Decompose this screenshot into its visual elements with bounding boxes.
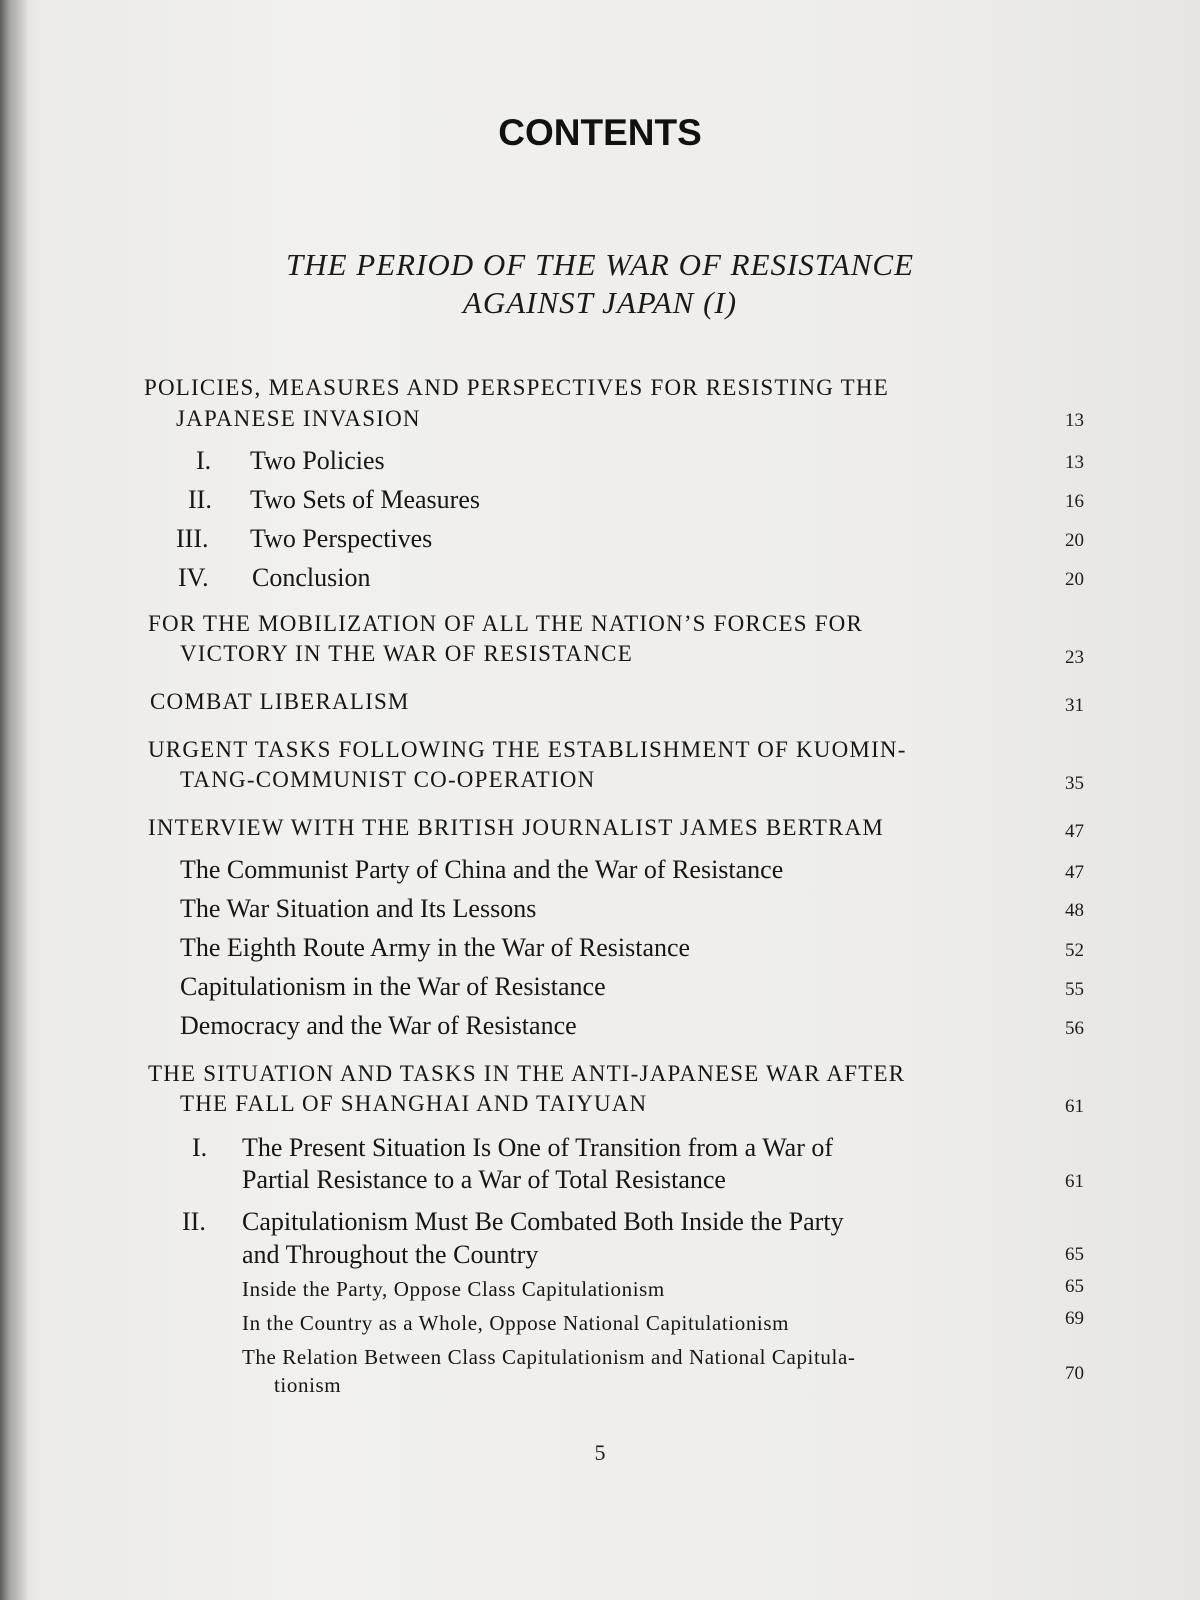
toc-item-page: 20	[1065, 569, 1084, 590]
toc-item-label: The War Situation and Its Lessons	[180, 894, 537, 923]
toc-item-page: 55	[1065, 979, 1084, 1000]
toc-item-page: 65	[1065, 1244, 1084, 1265]
section-title-line2: TANG-COMMUNIST CO-OPERATION	[180, 767, 596, 792]
toc-item-label: Two Policies	[250, 446, 385, 475]
section-title-line1: FOR THE MOBILIZATION OF ALL THE NATION’S FORCES FOR	[148, 611, 864, 636]
toc-item-page: 52	[1065, 940, 1084, 961]
toc-item-label-line2: and Throughout the Country	[242, 1240, 539, 1269]
toc-item-label: The Eighth Route Army in the War of Resistance	[180, 933, 691, 962]
toc-item-label: Two Sets of Measures	[250, 485, 480, 514]
toc-item-label: Conclusion	[252, 563, 371, 592]
toc-item-page: 16	[1065, 491, 1084, 512]
section-page-number: 61	[1065, 1096, 1084, 1117]
toc-item-label: Capitulationism in the War of Resistance	[180, 972, 606, 1001]
section-title-line1: THE SITUATION AND TASKS IN THE ANTI-JAPANESE WAR AFTER	[148, 1061, 906, 1086]
toc-subitem-label: Inside the Party, Oppose Class Capitulationism	[242, 1277, 665, 1301]
section-page-number: 35	[1065, 773, 1084, 794]
toc-item-page: 61	[1065, 1171, 1084, 1192]
toc-item-label: Two Perspectives	[250, 524, 433, 553]
toc-item-page: 20	[1065, 530, 1084, 551]
section-title-line1: INTERVIEW WITH THE BRITISH JOURNALIST JAMES BERTRAM	[148, 815, 885, 840]
toc-item-number: IV.	[178, 563, 209, 592]
section-title-line2: THE FALL OF SHANGHAI AND TAIYUAN	[180, 1091, 648, 1116]
section-title-line2: VICTORY IN THE WAR OF RESISTANCE	[180, 641, 633, 666]
toc-item-page: 48	[1065, 900, 1084, 921]
toc-subitem-page: 69	[1065, 1308, 1084, 1329]
toc-item-number: II.	[182, 1207, 206, 1236]
toc-item-number: III.	[176, 524, 209, 553]
section-page-number: 13	[1065, 410, 1084, 431]
period-heading-line2: AGAINST JAPAN (I)	[462, 285, 738, 320]
toc-item-page: 56	[1065, 1018, 1084, 1039]
section-title-line1: URGENT TASKS FOLLOWING THE ESTABLISHMENT OF KUOMIN-	[148, 737, 907, 762]
page-title: CONTENTS	[498, 112, 702, 153]
toc-subitem-label-line2: tionism	[274, 1373, 342, 1397]
section-title-line1: POLICIES, MEASURES AND PERSPECTIVES FOR RESISTING THE	[144, 375, 889, 400]
toc-subitem-page: 70	[1065, 1363, 1084, 1384]
toc-item-number: I.	[196, 446, 212, 475]
toc-item-number: II.	[188, 485, 212, 514]
toc-item-label-line1: Capitulationism Must Be Combated Both Inside the Party	[242, 1207, 844, 1236]
toc-item-page: 47	[1065, 862, 1084, 883]
toc-item-label: Democracy and the War of Resistance	[180, 1011, 577, 1040]
toc-item-number: I.	[192, 1133, 208, 1162]
toc-item-label-line1: The Present Situation Is One of Transition from a War of	[242, 1133, 834, 1162]
toc-item-label: The Communist Party of China and the War of Resistance	[180, 855, 784, 884]
toc-item-page: 13	[1065, 452, 1084, 473]
toc-item-label-line2: Partial Resistance to a War of Total Resistance	[242, 1165, 726, 1194]
toc-subitem-label: In the Country as a Whole, Oppose National Capitulationism	[242, 1311, 790, 1335]
toc-subitem-label-line1: The Relation Between Class Capitulationism and National Capitula-	[242, 1345, 856, 1369]
section-title-line1: COMBAT LIBERALISM	[150, 689, 410, 714]
section-page-number: 23	[1065, 647, 1084, 668]
toc-subitem-page: 65	[1065, 1276, 1084, 1297]
section-title-line2: JAPANESE INVASION	[176, 406, 421, 431]
page-number: 5	[594, 1440, 606, 1465]
period-heading	[0, 246, 1200, 322]
section-page-number: 47	[1065, 821, 1084, 842]
section-page-number: 31	[1065, 695, 1084, 716]
period-heading-line1: THE PERIOD OF THE WAR OF RESISTANCE	[285, 247, 915, 282]
